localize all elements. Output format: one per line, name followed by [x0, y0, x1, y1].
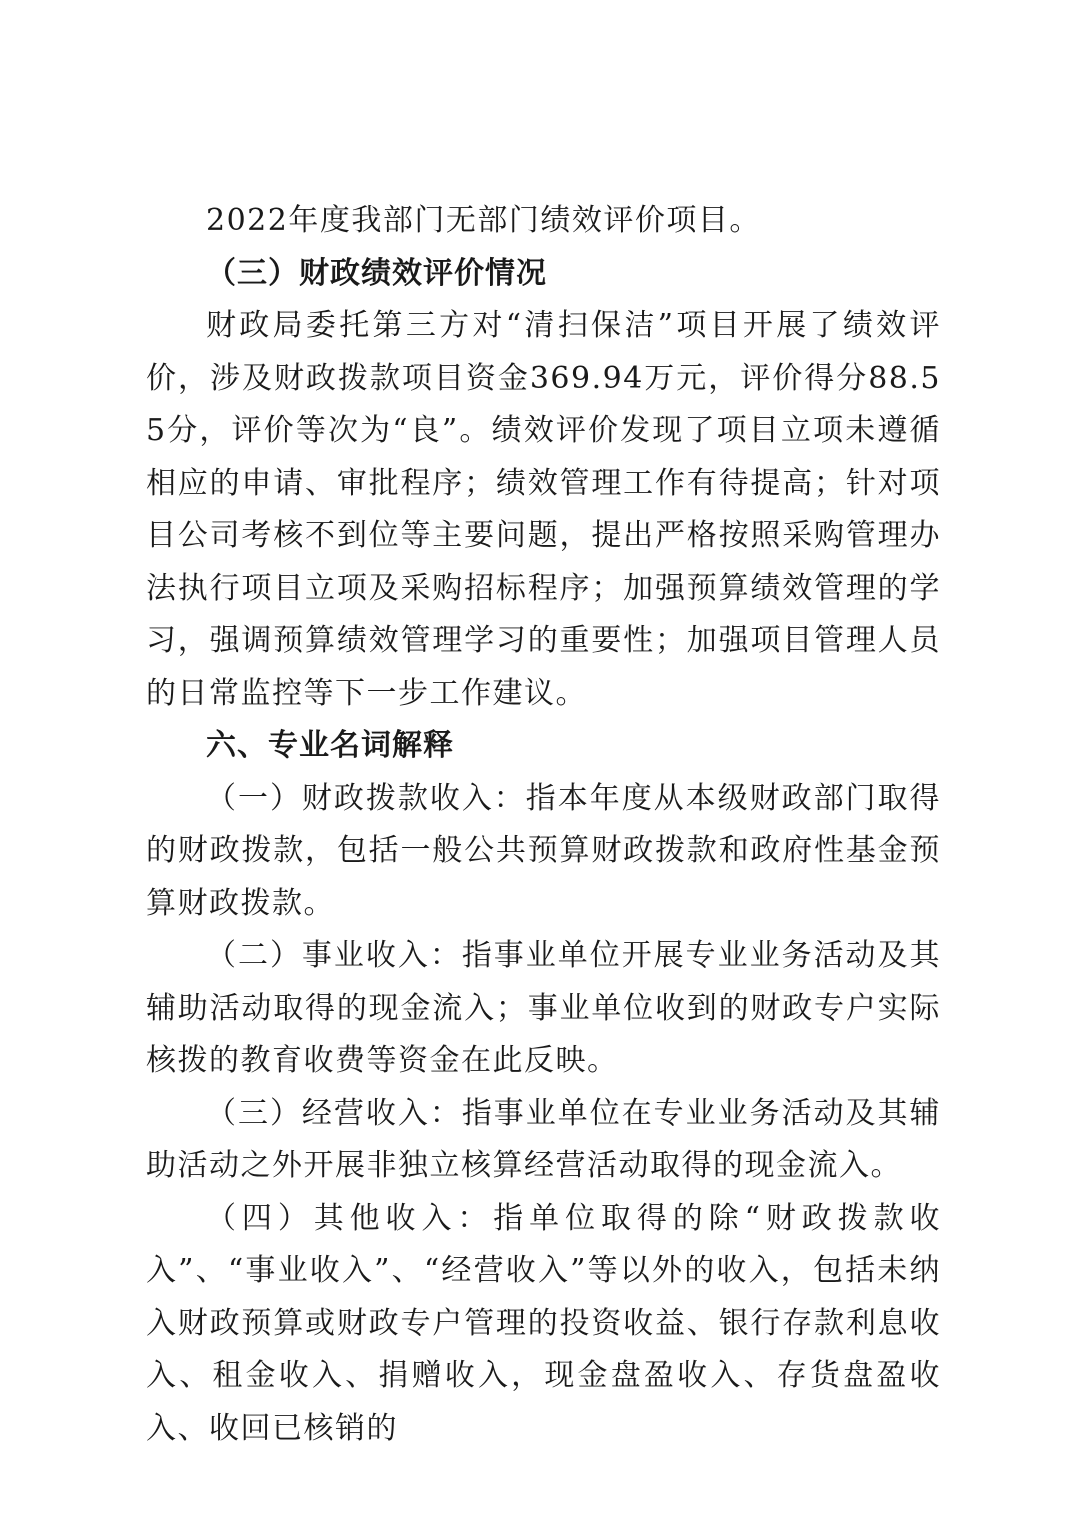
paragraph-term-other-income: （四）其他收入：指单位取得的除“财政拨款收入”、“事业收入”、“经营收入”等以外的收入，包括未纳入财政预算或财政专户管理的投资收益、银行存款利息收入、租金收入、捐赠收入，现金盘盈收入、存货盘盈收入、收回已核销的	[146, 1200, 941, 1446]
document-body	[146, 195, 941, 1455]
paragraph-term-fiscal-appropriation: （一）财政拨款收入：指本年度从本级财政部门取得的财政拨款，包括一般公共预算财政拨款和政府性基金预算财政拨款。	[146, 780, 941, 921]
paragraph-term-business-income: （二）事业收入：指事业单位开展专业业务活动及其辅助活动取得的现金流入；事业单位收到的财政专户实际核拨的教育收费等资金在此反映。	[146, 938, 941, 1078]
section-heading-fiscal-evaluation: （三）财政绩效评价情况	[206, 255, 547, 291]
paragraph-term-operating-income: （三）经营收入：指事业单位在专业业务活动及其辅助活动之外开展非独立核算经营活动取得的现金流入。	[146, 1095, 941, 1183]
paragraph-fiscal-evaluation: 财政局委托第三方对“清扫保洁”项目开展了绩效评价，涉及财政拨款项目资金369.94万元，评价得分88.55分，评价等次为“良”。绩效评价发现了项目立项未遵循相应的申请、审批程序；绩效管理工作有待提高；针对项目公司考核不到位等主要问题，提出严格按照采购管理办法执行项目立项及采购招标程序；加强预算绩效管理的学习，强调预算绩效管理学习的重要性；加强项目管理人员的日常监控等下一步工作建议。	[146, 308, 941, 711]
paragraph-no-dept-evaluation: 2022年度我部门无部门绩效评价项目。	[206, 203, 761, 238]
section-heading-terms: 六、专业名词解释	[206, 728, 454, 763]
